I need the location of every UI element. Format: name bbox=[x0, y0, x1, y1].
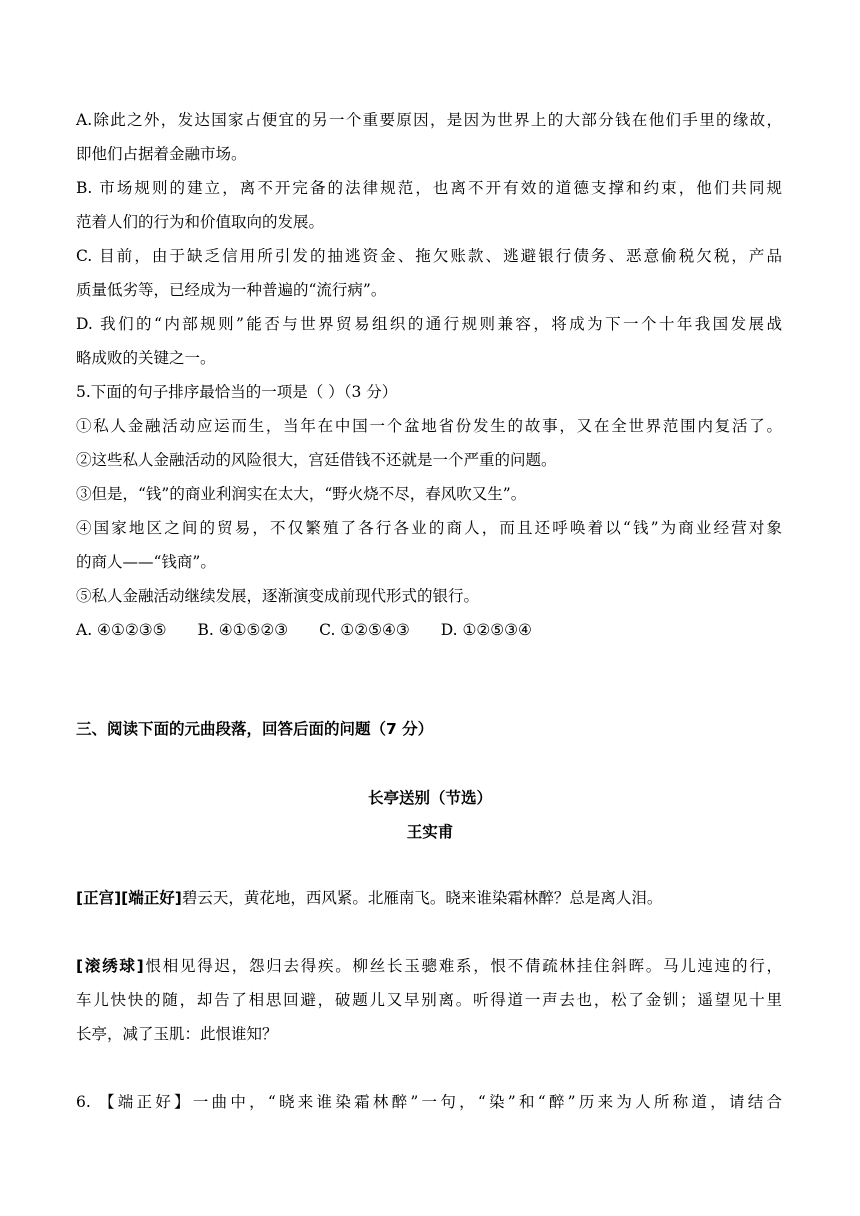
stanza-1-text: 碧云天，黄花地，西风紧。北雁南飞。晓来谁染霜林醉？总是离人泪。 bbox=[181, 889, 663, 907]
q5-option-c: C. ①②⑤④③ bbox=[319, 621, 410, 639]
stanza-2-text-line1: 恨相见得迟，怨归去得疾。柳丝长玉骢难系，恨不倩疏林挂住斜晖。马儿迍迍的行， bbox=[143, 957, 782, 975]
poem-title: 长亭送别（节选） bbox=[367, 789, 492, 807]
q4-option-c-line2: 质量低劣等，已经成为一种普遍的“流行病”。 bbox=[76, 281, 387, 299]
poem-author: 王实甫 bbox=[406, 823, 454, 841]
q5-options bbox=[76, 620, 558, 640]
q5-option-b: B. ④①⑤②③ bbox=[197, 621, 289, 639]
section-3-heading: 三、阅读下面的元曲段落，回答后面的问题（7 分） bbox=[76, 720, 434, 738]
poem-stanza-2-line2: 车儿快快的随，却告了相思回避，破题儿又早别离。听得道一声去也，松了金钏；遥望见十里 bbox=[76, 991, 782, 1009]
q4-option-d-line1: D. 我们的“内部规则”能否与世界贸易组织的通行规则兼容，将成为下一个十年我国发展战 bbox=[76, 315, 782, 333]
stanza-2-tune-name: [滚绣球] bbox=[76, 957, 144, 975]
q6-text: 6. 【端正好】一曲中，“晓来谁染霜林醉”一句，“染”和“醉”历来为人所称道，请结合 bbox=[76, 1093, 782, 1111]
poem-stanza-2-line3: 长亭，减了玉肌：此恨谁知？ bbox=[76, 1025, 278, 1043]
q5-sentence-3: ③但是，“钱”的商业利润实在太大，“野火烧不尽，春风吹又生”。 bbox=[76, 485, 527, 503]
q4-option-c-line1: C. 目前，由于缺乏信用所引发的抽逃资金、拖欠账款、逃避银行债务、恶意偷税欠税，产品 bbox=[76, 247, 782, 265]
poem-stanza-1 bbox=[76, 888, 662, 908]
q5-sentence-4-line1: ④国家地区之间的贸易，不仅繁殖了各行各业的商人，而且还呼唤着以“钱”为商业经营对象 bbox=[76, 519, 782, 537]
q5-stem: 5.下面的句子排序最恰当的一项是（ ）（3 分） bbox=[76, 383, 398, 401]
q5-sentence-1: ①私人金融活动应运而生，当年在中国一个盆地省份发生的故事，又在全世界范围内复活了。 bbox=[76, 417, 782, 435]
q5-sentence-5: ⑤私人金融活动继续发展，逐渐演变成前现代形式的银行。 bbox=[76, 587, 480, 605]
q4-option-b-line2: 范着人们的行为和价值取向的发展。 bbox=[76, 213, 325, 231]
q5-sentence-2: ②这些私人金融活动的风险很大，宫廷借钱不还就是一个严重的问题。 bbox=[76, 451, 557, 469]
q4-option-b-line1: B. 市场规则的建立，离不开完备的法律规范，也离不开有效的道德支撑和约束，他们共同规 bbox=[76, 179, 782, 197]
stanza-1-tune-name: [正宫][端正好] bbox=[76, 889, 182, 907]
q4-option-a-line2: 即他们占据着金融市场。 bbox=[76, 145, 247, 163]
q5-option-a: A. ④①②③⑤ bbox=[76, 621, 167, 639]
q4-option-a-line1: A.除此之外，发达国家占便宜的另一个重要原因，是因为世界上的大部分钱在他们手里的缘故， bbox=[76, 111, 782, 129]
q5-sentence-4-line2: 的商人——“钱商”。 bbox=[76, 553, 216, 571]
poem-stanza-2-line1 bbox=[76, 956, 782, 976]
q5-option-d: D. ①②⑤③④ bbox=[440, 621, 532, 639]
q4-option-d-line2: 略成败的关键之一。 bbox=[76, 349, 216, 367]
